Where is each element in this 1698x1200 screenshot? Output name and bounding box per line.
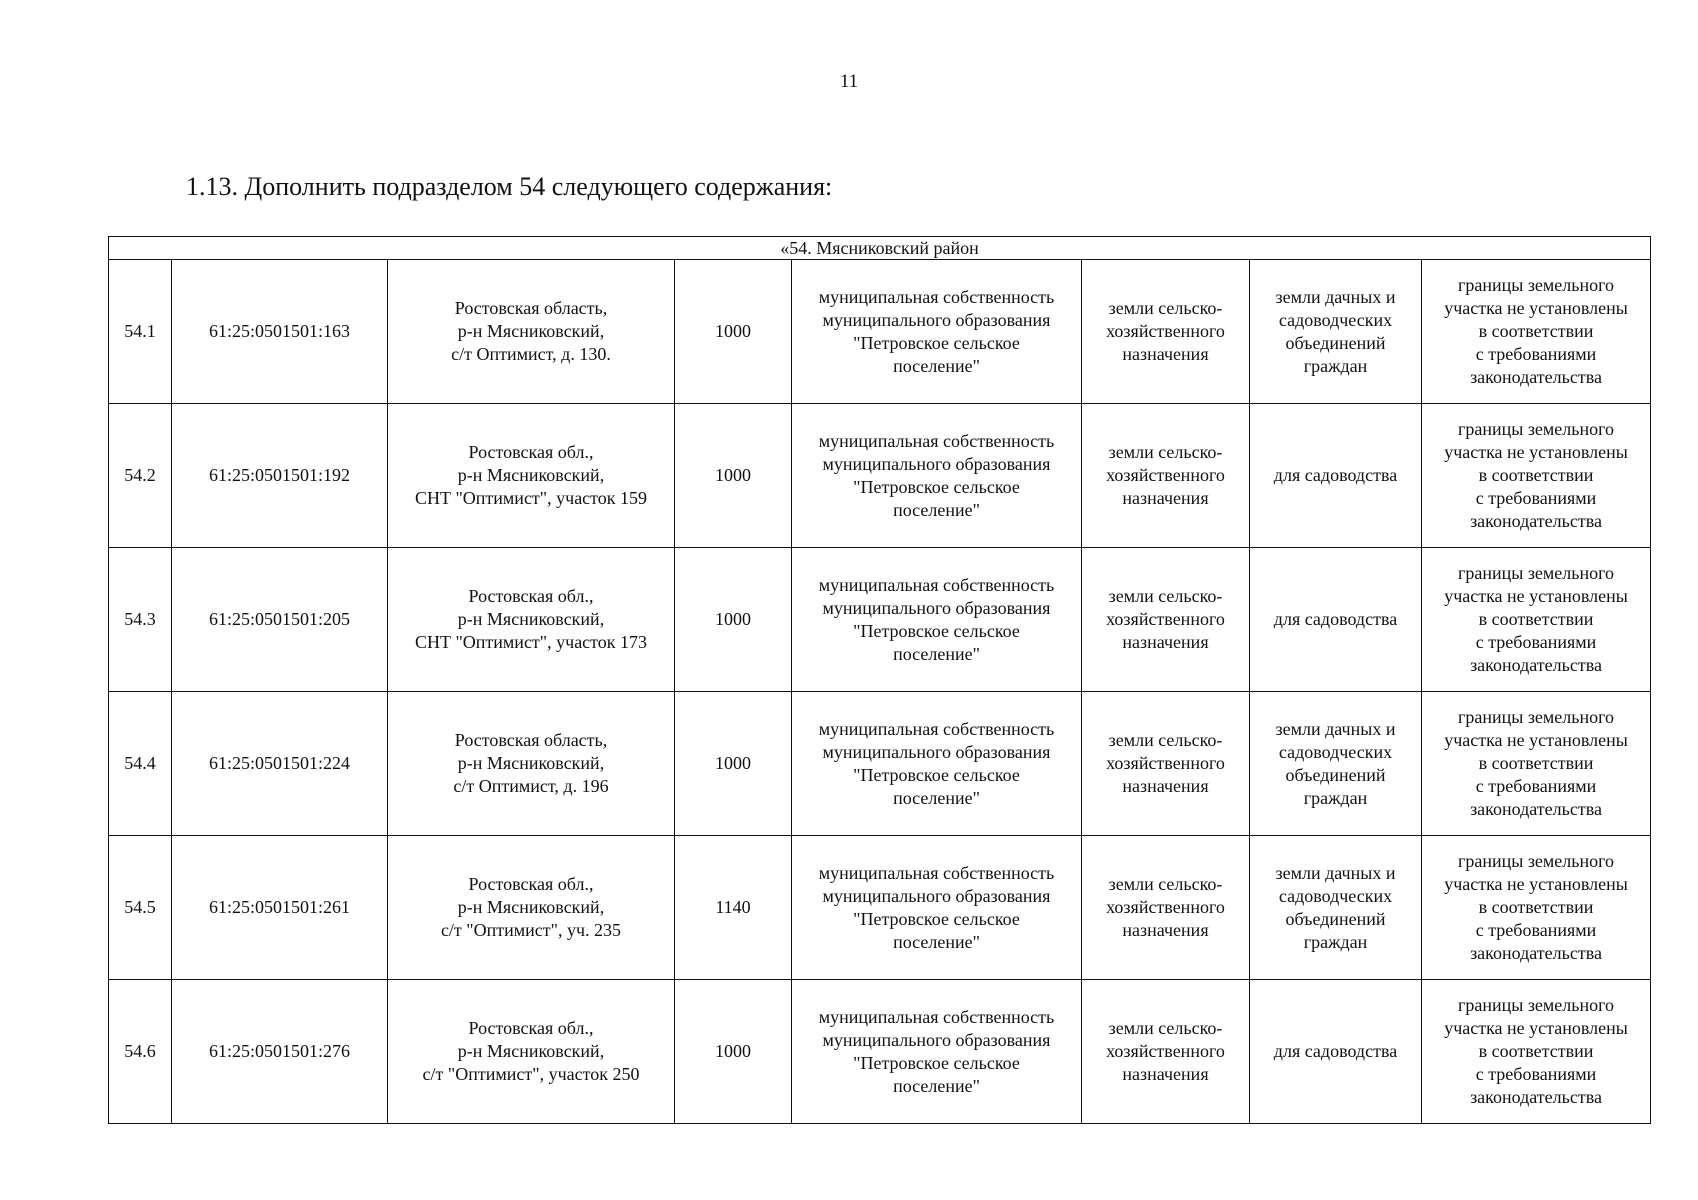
cell-line: с требованиями bbox=[1475, 920, 1597, 940]
cadastral-number-cell: 61:25:0501501:163 bbox=[172, 260, 388, 404]
permitted-use-cell bbox=[1250, 404, 1422, 548]
land-category-cell bbox=[1082, 404, 1250, 548]
cell-line: земли сельско- bbox=[1108, 1018, 1223, 1038]
row-number-cell: 54.1 bbox=[109, 260, 172, 404]
cell-line: хозяйственного bbox=[1106, 465, 1225, 485]
ownership-cell bbox=[792, 980, 1082, 1124]
cell-line: границы земельного bbox=[1457, 851, 1615, 871]
boundaries-cell bbox=[1422, 260, 1651, 404]
row-number-cell: 54.3 bbox=[109, 548, 172, 692]
cell-line: муниципальная собственность bbox=[818, 862, 1055, 883]
boundaries-cell bbox=[1422, 980, 1651, 1124]
land-category-cell bbox=[1082, 692, 1250, 836]
cell-line: в соответствии bbox=[1478, 1041, 1594, 1061]
cadastral-number-cell: 61:25:0501501:205 bbox=[172, 548, 388, 692]
address-cell bbox=[388, 404, 675, 548]
cell-line: в соответствии bbox=[1478, 753, 1594, 773]
cell-line: "Петровское сельское bbox=[853, 764, 1020, 785]
cell-line: участка не установлены bbox=[1444, 730, 1628, 750]
cell-line: назначения bbox=[1122, 920, 1209, 940]
area-cell: 1000 bbox=[675, 548, 792, 692]
cell-line: Ростовская обл., bbox=[468, 874, 594, 894]
cell-line: законодательства bbox=[1470, 655, 1602, 675]
cell-line: муниципального образования bbox=[822, 309, 1051, 330]
table-row bbox=[109, 980, 1651, 1124]
cell-line: объединений bbox=[1285, 332, 1386, 353]
cell-line: земли дачных и bbox=[1275, 718, 1396, 739]
cell-line: Ростовская обл., bbox=[468, 1018, 594, 1038]
cell-line: садоводческих bbox=[1278, 741, 1393, 762]
cell-line: с/т Оптимист, д. 130. bbox=[451, 344, 611, 364]
cell-line: с требованиями bbox=[1475, 776, 1597, 796]
ownership-cell bbox=[792, 260, 1082, 404]
permitted-use-cell bbox=[1250, 692, 1422, 836]
cell-line: поселение" bbox=[893, 355, 980, 376]
cell-line: Ростовская область, bbox=[454, 298, 608, 318]
cell-line: "Петровское сельское bbox=[853, 620, 1020, 641]
cell-line: СНТ "Оптимист", участок 173 bbox=[414, 632, 648, 652]
cell-line: назначения bbox=[1122, 1064, 1209, 1084]
permitted-use-cell bbox=[1250, 980, 1422, 1124]
cell-line: хозяйственного bbox=[1106, 321, 1225, 341]
cell-line: муниципальная собственность bbox=[818, 430, 1055, 451]
cell-line: с требованиями bbox=[1475, 1064, 1597, 1084]
cell-line: участка не установлены bbox=[1444, 1018, 1628, 1038]
cell-line: для садоводства bbox=[1273, 609, 1398, 629]
cell-line: хозяйственного bbox=[1106, 1041, 1225, 1061]
address-cell bbox=[388, 692, 675, 836]
cell-line: поселение" bbox=[893, 499, 980, 520]
ownership-cell bbox=[792, 404, 1082, 548]
cell-line: садоводческих bbox=[1278, 309, 1393, 330]
boundaries-cell bbox=[1422, 692, 1651, 836]
land-category-cell bbox=[1082, 548, 1250, 692]
cell-line: с/т "Оптимист", уч. 235 bbox=[440, 920, 622, 940]
cell-line: муниципального образования bbox=[822, 453, 1051, 474]
area-cell: 1000 bbox=[675, 404, 792, 548]
boundaries-cell bbox=[1422, 836, 1651, 980]
cell-line: законодательства bbox=[1470, 799, 1602, 819]
cell-line: участка не установлены bbox=[1444, 874, 1628, 894]
permitted-use-cell bbox=[1250, 260, 1422, 404]
cell-line: с требованиями bbox=[1475, 344, 1597, 364]
address-cell bbox=[388, 836, 675, 980]
land-category-cell bbox=[1082, 260, 1250, 404]
cell-line: садоводческих bbox=[1278, 885, 1393, 906]
cell-line: муниципальная собственность bbox=[818, 574, 1055, 595]
address-cell bbox=[388, 548, 675, 692]
cell-line: р-н Мясниковский, bbox=[457, 465, 605, 485]
ownership-cell bbox=[792, 836, 1082, 980]
cell-line: участка не установлены bbox=[1444, 442, 1628, 462]
row-number-cell: 54.4 bbox=[109, 692, 172, 836]
area-cell: 1140 bbox=[675, 836, 792, 980]
cell-line: хозяйственного bbox=[1106, 753, 1225, 773]
cell-line: с требованиями bbox=[1475, 488, 1597, 508]
section-header-row bbox=[109, 237, 1651, 260]
permitted-use-cell bbox=[1250, 836, 1422, 980]
permitted-use-cell bbox=[1250, 548, 1422, 692]
land-plots-table bbox=[108, 236, 1651, 1124]
cell-line: назначения bbox=[1122, 632, 1209, 652]
cell-line: в соответствии bbox=[1478, 321, 1594, 341]
row-number-cell: 54.2 bbox=[109, 404, 172, 548]
area-cell: 1000 bbox=[675, 260, 792, 404]
area-cell: 1000 bbox=[675, 980, 792, 1124]
amendment-heading: 1.13. Дополнить подразделом 54 следующего содержания: bbox=[186, 172, 833, 201]
cell-line: муниципального образования bbox=[822, 741, 1051, 762]
cell-line: законодательства bbox=[1470, 511, 1602, 531]
cell-line: муниципальная собственность bbox=[818, 718, 1055, 739]
cell-line: назначения bbox=[1122, 776, 1209, 796]
cell-line: поселение" bbox=[893, 931, 980, 952]
cell-line: "Петровское сельское bbox=[853, 1052, 1020, 1073]
table-row bbox=[109, 836, 1651, 980]
table-row bbox=[109, 260, 1651, 404]
cell-line: земли сельско- bbox=[1108, 298, 1223, 318]
cell-line: муниципальная собственность bbox=[818, 286, 1055, 307]
row-number-cell: 54.6 bbox=[109, 980, 172, 1124]
cell-line: границы земельного bbox=[1457, 707, 1615, 727]
cadastral-number-cell: 61:25:0501501:261 bbox=[172, 836, 388, 980]
cell-line: земли сельско- bbox=[1108, 442, 1223, 462]
cell-line: р-н Мясниковский, bbox=[457, 321, 605, 341]
boundaries-cell bbox=[1422, 548, 1651, 692]
cell-line: р-н Мясниковский, bbox=[457, 897, 605, 917]
cell-line: границы земельного bbox=[1457, 419, 1615, 439]
row-number-cell: 54.5 bbox=[109, 836, 172, 980]
land-category-cell bbox=[1082, 836, 1250, 980]
cell-line: Ростовская обл., bbox=[468, 442, 594, 462]
cell-line: граждан bbox=[1303, 787, 1368, 808]
cell-line: земли дачных и bbox=[1275, 286, 1396, 307]
cell-line: Ростовская область, bbox=[454, 730, 608, 750]
cell-line: Ростовская обл., bbox=[468, 586, 594, 606]
ownership-cell bbox=[792, 548, 1082, 692]
cell-line: границы земельного bbox=[1457, 563, 1615, 583]
cell-line: СНТ "Оптимист", участок 159 bbox=[414, 488, 648, 508]
cell-line: законодательства bbox=[1470, 367, 1602, 387]
cell-line: в соответствии bbox=[1478, 465, 1594, 485]
cell-line: земли сельско- bbox=[1108, 874, 1223, 894]
cell-line: законодательства bbox=[1470, 1087, 1602, 1107]
cell-line: р-н Мясниковский, bbox=[457, 753, 605, 773]
cell-line: в соответствии bbox=[1478, 609, 1594, 629]
cell-line: муниципального образования bbox=[822, 885, 1051, 906]
address-cell bbox=[388, 260, 675, 404]
cell-line: назначения bbox=[1122, 344, 1209, 364]
cell-line: муниципального образования bbox=[822, 1029, 1051, 1050]
table-row bbox=[109, 404, 1651, 548]
cell-line: объединений bbox=[1285, 764, 1386, 785]
ownership-cell bbox=[792, 692, 1082, 836]
cell-line: с требованиями bbox=[1475, 632, 1597, 652]
cell-line: хозяйственного bbox=[1106, 897, 1225, 917]
table-row bbox=[109, 692, 1651, 836]
cell-line: для садоводства bbox=[1273, 465, 1398, 485]
cell-line: р-н Мясниковский, bbox=[457, 1041, 605, 1061]
cadastral-number-cell: 61:25:0501501:276 bbox=[172, 980, 388, 1124]
cadastral-number-cell: 61:25:0501501:192 bbox=[172, 404, 388, 548]
section-title: «54. Мясниковский район bbox=[109, 237, 1651, 260]
cell-line: земли сельско- bbox=[1108, 730, 1223, 750]
cell-line: граждан bbox=[1303, 355, 1368, 376]
cell-line: земли сельско- bbox=[1108, 586, 1223, 606]
cell-line: в соответствии bbox=[1478, 897, 1594, 917]
table-row bbox=[109, 548, 1651, 692]
cell-line: "Петровское сельское bbox=[853, 908, 1020, 929]
cell-line: с/т "Оптимист", участок 250 bbox=[422, 1064, 640, 1084]
cell-line: с/т Оптимист, д. 196 bbox=[453, 776, 609, 796]
cell-line: поселение" bbox=[893, 787, 980, 808]
boundaries-cell bbox=[1422, 404, 1651, 548]
cell-line: участка не установлены bbox=[1444, 586, 1628, 606]
cell-line: законодательства bbox=[1470, 943, 1602, 963]
cell-line: муниципальная собственность bbox=[818, 1006, 1055, 1027]
cell-line: р-н Мясниковский, bbox=[457, 609, 605, 629]
cell-line: объединений bbox=[1285, 908, 1386, 929]
address-cell bbox=[388, 980, 675, 1124]
cell-line: муниципального образования bbox=[822, 597, 1051, 618]
cell-line: границы земельного bbox=[1457, 275, 1615, 295]
cell-line: граждан bbox=[1303, 931, 1368, 952]
cell-line: поселение" bbox=[893, 1075, 980, 1096]
page-number: 11 bbox=[839, 71, 859, 92]
area-cell: 1000 bbox=[675, 692, 792, 836]
cell-line: участка не установлены bbox=[1444, 298, 1628, 318]
cell-line: хозяйственного bbox=[1106, 609, 1225, 629]
cell-line: земли дачных и bbox=[1275, 862, 1396, 883]
land-category-cell bbox=[1082, 980, 1250, 1124]
cell-line: поселение" bbox=[893, 643, 980, 664]
cell-line: для садоводства bbox=[1273, 1041, 1398, 1061]
cell-line: границы земельного bbox=[1457, 995, 1615, 1015]
cell-line: назначения bbox=[1122, 488, 1209, 508]
cell-line: "Петровское сельское bbox=[853, 332, 1020, 353]
cadastral-number-cell: 61:25:0501501:224 bbox=[172, 692, 388, 836]
cell-line: "Петровское сельское bbox=[853, 476, 1020, 497]
